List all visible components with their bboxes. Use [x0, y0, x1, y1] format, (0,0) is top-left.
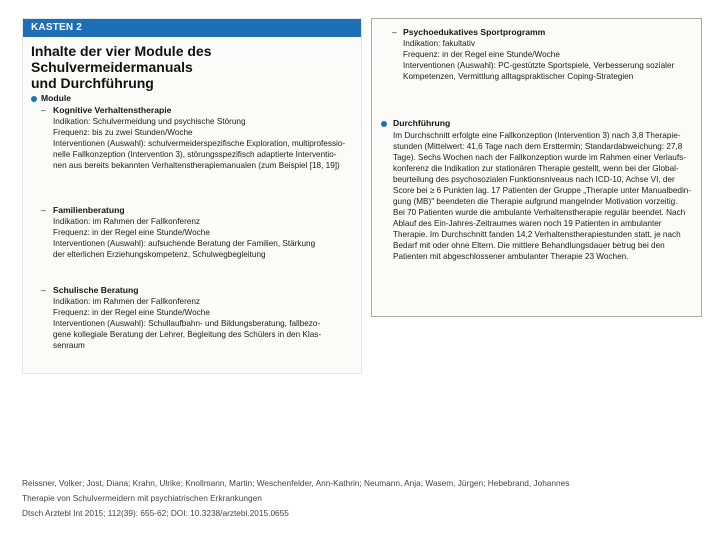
- module-name: Schulische Beratung: [53, 285, 139, 295]
- durchfuehrung-line: Bei 70 Patienten wurde die ambulante Verhaltenstherapie regulär beendet. Nach: [393, 208, 686, 217]
- durchfuehrung-line: konferenz die Indikation zur stationären Therapie gestellt, wenn bei der Global-: [393, 164, 679, 173]
- module-line: Indikation: Schulvermeidung und psychische Störung: [53, 117, 246, 126]
- module-line: Frequenz: in der Regel eine Stunde/Woche: [403, 50, 560, 59]
- box-title-line-1: Inhalte der vier Module des Schulvermeidermanuals: [31, 43, 212, 75]
- module-line: Frequenz: bis zu zwei Stunden/Woche: [53, 128, 193, 137]
- module-line: nelle Fallkonzeption (Intervention 3), störungsspezifisch adaptierte Interventio-: [53, 150, 337, 159]
- box-title: [31, 43, 357, 91]
- durchfuehrung-bullet-icon: [381, 121, 387, 127]
- durchfuehrung-line: Patienten mit abgeschlossener ambulanter Therapie 23 Wochen.: [393, 252, 629, 261]
- module-line: Interventionen (Auswahl): Schullaufbahn- und Bildungsberatung, fallbezo-: [53, 319, 321, 328]
- citation-reference: Dtsch Arztebl Int 2015; 112(39): 655-62; DOI: 10.3238/arztebl.2015.0655: [22, 508, 289, 518]
- dash-icon: –: [41, 205, 46, 215]
- right-panel: [371, 18, 702, 317]
- dash-icon: –: [392, 27, 397, 37]
- durchfuehrung-line: Ablauf des Ein-Jahres-Zeitraumes waren noch 19 Patienten in ambulanter: [393, 219, 662, 228]
- module-line: Indikation: im Rahmen der Fallkonferenz: [53, 217, 200, 226]
- durchfuehrung-line: beurteilung des psychosozialen Funktionsniveaus nach ICD-10, Achse VI, der: [393, 175, 675, 184]
- durchfuehrung-line: Bedarf mit oder ohne Eltern. Die mittlere Behandlungsdauer betrug bei den: [393, 241, 665, 250]
- module-bullet-icon: [31, 96, 37, 102]
- durchfuehrung-line: Im Durchschnitt erfolgte eine Fallkonzeption (Intervention 3) nach 3,8 Therapie-: [393, 131, 681, 140]
- module-line: Interventionen (Auswahl): PC-gestützte Sportspiele, Verbesserung sozialer: [403, 61, 675, 70]
- module-line: Interventionen (Auswahl): schulvermeiderspezifische Exploration, multiprofessio-: [53, 139, 346, 148]
- module-line: nen aus bereits bekannten Verhaltenstherapiemanualen (zum Beispiel [18, 19]): [53, 161, 340, 170]
- module-name: Familienberatung: [53, 205, 125, 215]
- module-heading: Module: [41, 93, 72, 103]
- durchfuehrung-line: stunden (Mittelwert: 41,6 Tage nach dem Ersttermin; Standardabweichung: 27,8: [393, 142, 683, 151]
- dash-icon: –: [41, 285, 46, 295]
- citation-authors: Reissner, Volker; Jost, Diana; Krahn, Ulrike; Knollmann, Martin; Weschenfelder, Ann-Kathrin; Neumann, Anja; Wasem, Jürgen; Hebebrand, Johannes: [22, 478, 570, 488]
- module-line: der elterlichen Erziehungskompetenz, Schulwegbegleitung: [53, 250, 266, 259]
- module-line: Indikation: im Rahmen der Fallkonferenz: [53, 297, 200, 306]
- module-line: Frequenz: in der Regel eine Stunde/Woche: [53, 308, 210, 317]
- module-line: Frequenz: in der Regel eine Stunde/Woche: [53, 228, 210, 237]
- module-name: Psychoedukatives Sportprogramm: [403, 27, 546, 37]
- durchfuehrung-line: Score bei ≥ 6 Punkten lag. 17 Patienten der Gruppe „Therapie unter Manualbedin-: [393, 186, 692, 195]
- durchfuehrung-line: gung (MB)" beendeten die Therapie aufgrund mangelnder Motivation vorzeitig.: [393, 197, 678, 206]
- durchfuehrung-line: Therapie. Im Durchschnitt fanden 14,2 Verhaltenstherapiestunden statt, je nach: [393, 230, 681, 239]
- citation-title: Therapie von Schulvermeidern mit psychiatrischen Erkrankungen: [22, 493, 262, 503]
- module-line: senraum: [53, 341, 85, 350]
- module-line: Interventionen (Auswahl): aufsuchende Beratung der Familien, Stärkung: [53, 239, 316, 248]
- box-title-line-2: und Durchführung: [31, 75, 154, 91]
- module-name: Kognitive Verhaltenstherapie: [53, 105, 172, 115]
- dash-icon: –: [41, 105, 46, 115]
- durchfuehrung-heading: Durchführung: [393, 118, 451, 128]
- durchfuehrung-line: Tage). Sechs Wochen nach der Fallkonzeption wurde im Rahmen einer Verlaufs-: [393, 153, 686, 162]
- module-line: Indikation: fakultativ: [403, 39, 475, 48]
- module-line: Kompetenzen, Vermittlung alltagspraktischer Coping-Strategien: [403, 72, 634, 81]
- citation: [22, 476, 569, 521]
- left-panel: [22, 18, 362, 374]
- box-label: KASTEN 2: [23, 19, 361, 37]
- module-line: gene kollegiale Beratung der Lehrer, Begleitung des Schülers in den Klas-: [53, 330, 322, 339]
